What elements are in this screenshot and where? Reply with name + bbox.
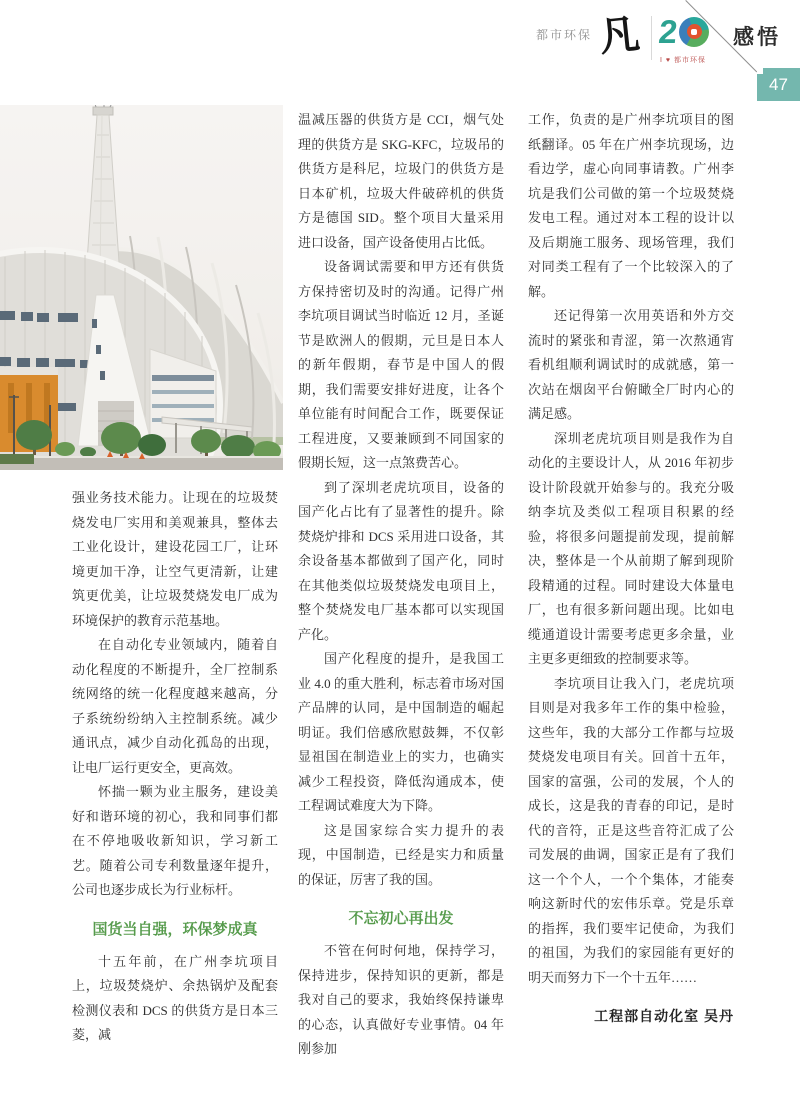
section-label: 感悟 — [733, 26, 781, 49]
text-column-1 — [72, 486, 278, 1048]
anniversary-ring-dot — [691, 29, 697, 35]
body-paragraph: 到了深圳老虎坑项目，设备的国产化占比有了显著性的提升。除焚烧炉排和 DCS 采用进口设备，其余设备基本都做到了国产化，同时在其他类似垃圾焚烧发电项目上，整个焚烧发电厂基本都可以实现国产化。 — [298, 479, 504, 642]
body-paragraph: 在自动化专业领域内，随着自动化程度的不断提升，全厂控制系统网络的统一化程度越来越高，分子系统纷纷纳入主控制系统。减少通讯点，减少自动化孤岛的出现，让电厂运行更安全，更高效。 — [72, 637, 278, 775]
body-paragraph: 设备调试需要和甲方还有供货方保持密切及时的沟通。记得广州李坑项目调试当时临近 12 月，圣诞节是欧洲人的假期，元旦是日本人的新年假期，春节是中国人的假期，我们需要安排好进度，让各个单位能有时间配合工作，既要保证工程进度，又要兼顾到不同国家的假期长短，这一点煞费苦心。 — [298, 259, 504, 470]
body-paragraph: 还记得第一次用英语和外方交流时的紧张和青涩，第一次熬通宵看机组顺利调试时的成就感，第一次站在烟囱平台俯瞰全厂时内心的满足感。 — [528, 308, 734, 421]
section-heading: 不忘初心再出发 — [348, 910, 454, 927]
plant-photo-illustration — [0, 105, 283, 470]
body-paragraph: 深圳老虎坑项目则是我作为自动化的主要设计人，从 2016 年初步设计阶段就开始参与的。我充分吸纳李坑及类似工程项目积累的经验，将很多问题提前发现，提前解决，整体是一个从前期了解到现阶段精通的过程。同时建设大体量电厂，也有很多新问题出现。比如电缆通道设计需要考虑更多余量，业主更多更细致的控制要求等。 — [528, 430, 734, 666]
plant-photo — [0, 105, 283, 470]
body-paragraph: 国产化程度的提升，是我国工业 4.0 的重大胜利，标志着市场对国产品牌的认同，是中国制造的崛起明证。我们倍感欣慰鼓舞，不仅彰显祖国在制造业上的实力，也确实减少工程投资，降低沟通成本，使工程调试难度大为下降。 — [298, 651, 504, 813]
body-paragraph: 强业务技术能力。让现在的垃圾焚烧发电厂实用和美观兼具，整体去工业化设计，建设花园工厂，让环境更加干净，让空气更清新，让建筑更优美，让垃圾焚烧发电厂成为环境保护的教育示范基地。 — [72, 490, 278, 628]
body-paragraph: 这是国家综合实力提升的表现，中国制造，已经是实力和质量的保证，厉害了我的国。 — [298, 822, 504, 887]
body-paragraph: 工作，负责的是广州李坑项目的图纸翻译。05 年在广州李坑现场，边看边学，虚心向同事请教。广州李坑是我们公司做的第一个垃圾焚烧发电工程。通过对本工程的设计以及后期施工服务、现场管理，我们对同类工程有了一个比较深入的了解。 — [528, 112, 734, 299]
anniversary-number-2: 2 — [657, 13, 680, 50]
page-badge-notch — [757, 68, 763, 74]
brand-logo-text: 都市环保 — [536, 28, 593, 42]
header-divider — [651, 16, 652, 60]
body-paragraph: 怀揣一颗为业主服务，建设美好和谐环境的初心，我和同事们都在不停地吸收新知识，学习新工艺。随着公司专利数量逐年提升，公司也逐步成长为行业标杆。 — [72, 784, 278, 897]
anniversary-ring-core — [687, 24, 702, 39]
body-paragraph: 十五年前，在广州李坑项目上，垃圾焚烧炉、余热锅炉及配套检测仪表和 DCS 的供货方是日本三菱，减 — [72, 953, 278, 1042]
body-paragraph: 温减压器的供货方是 CCI，烟气处理的供货方是 SKG-KFC，垃圾吊的供货方是科尼，垃圾门的供货方是日本矿机，垃圾大件破碎机的供货方是德国 SID。整个项目大量采用进口设备，国产设备使用占比低。 — [298, 112, 504, 250]
anniversary-20-logo — [659, 15, 709, 48]
anniversary-caption: I ♥ 都市环保 — [660, 57, 706, 64]
section-heading: 国货当自强，环保梦成真 — [92, 920, 258, 938]
page-number-badge: 47 — [757, 68, 800, 101]
calligraphy-glyph: 凡 — [596, 10, 642, 61]
text-column-3 — [528, 108, 734, 1029]
body-paragraph: 李坑项目让我入门，老虎坑项目则是对我多年工作的集中检验，这些年，我的大部分工作都与垃圾焚烧发电项目有关。回首十五年，国家的富强，公司的发展，个人的成长，这是我的青春的印记，是时代的音符，正是这些音符汇成了公司发展的曲调，国家正是有了我们这一个个人，一个个集体，才能奏响这新时代的宏伟乐章。党是乐章的指挥，我们要牢记使命，为我们的祖国，为我们的家园能有更好的明天而努力下一个十五年…… — [528, 675, 734, 985]
body-paragraph: 不管在何时何地，保持学习，保持进步，保持知识的更新，都是我对自己的要求，我始终保持谦卑的心态，认真做好专业事情。04 年刚参加 — [298, 943, 504, 1056]
text-column-2 — [298, 108, 504, 1062]
author-signature: 工程部自动化室 吴丹 — [594, 1008, 734, 1024]
